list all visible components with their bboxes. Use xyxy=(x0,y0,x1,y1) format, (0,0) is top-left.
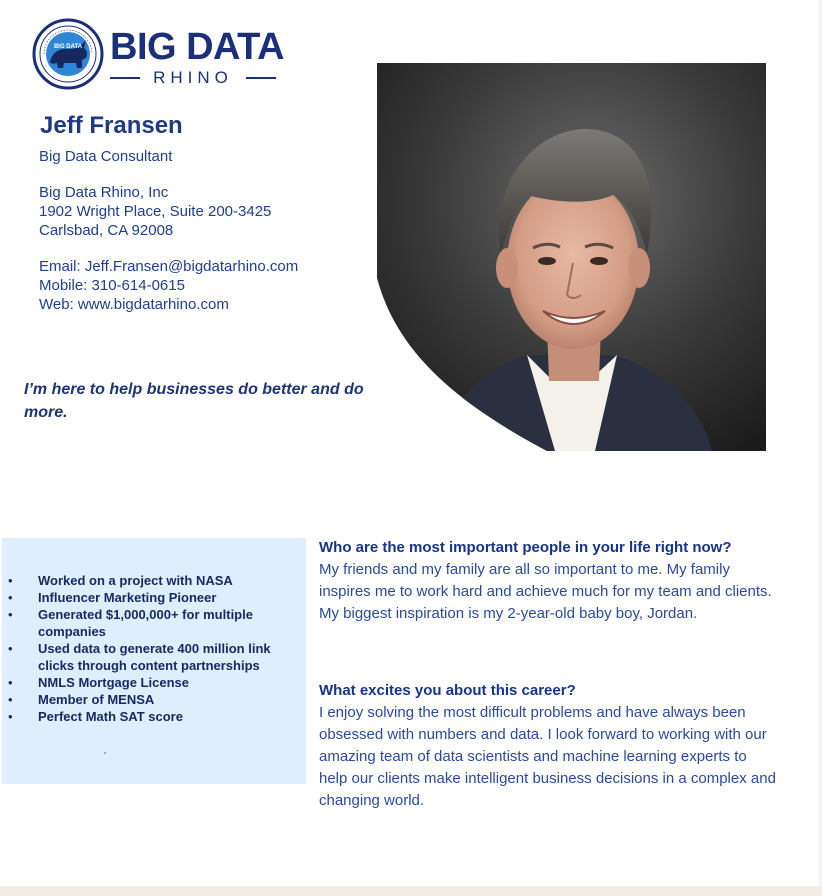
logo-rule-right xyxy=(246,77,276,79)
logo-wordmark: BIG DATA xyxy=(110,26,285,68)
page-edge xyxy=(818,0,822,896)
qa-question: What excites you about this career? xyxy=(319,682,576,699)
qa-block-1 xyxy=(319,537,779,625)
bullet-icon: • xyxy=(8,590,13,605)
list-item: • Worked on a project with NASA xyxy=(8,573,233,588)
list-item: • Perfect Math SAT score xyxy=(8,709,183,724)
bullet-icon: • xyxy=(8,692,13,707)
tagline: I’m here to help businesses do better and do more. xyxy=(24,381,364,421)
bullet-icon: • xyxy=(8,641,13,656)
accomplishments-list xyxy=(2,572,306,725)
bullet-icon: • xyxy=(8,573,13,588)
page-edge xyxy=(0,886,822,896)
list-item: • Generated $1,000,000+ for multiple companies xyxy=(8,607,253,639)
list-item: • Influencer Marketing Pioneer xyxy=(8,590,217,605)
person-title: Big Data Consultant xyxy=(39,148,173,165)
bullet-icon: • xyxy=(8,709,13,724)
address-line-1: 1902 Wright Place, Suite 200-3425 xyxy=(39,203,272,220)
web-line[interactable]: Web: www.bigdatarhino.com xyxy=(39,296,229,313)
company-logo xyxy=(32,18,285,98)
bullet-icon: • xyxy=(8,675,13,690)
qa-question: Who are the most important people in your life right now? xyxy=(319,539,732,556)
panel-speck xyxy=(104,752,106,754)
accomplishments-panel xyxy=(2,538,306,784)
mobile-line[interactable]: Mobile: 310-614-0615 xyxy=(39,277,185,294)
list-item: • NMLS Mortgage License xyxy=(8,675,189,690)
svg-text:BIG DATA: BIG DATA xyxy=(53,44,83,50)
portrait-photo xyxy=(377,63,766,451)
email-line[interactable]: Email: Jeff.Fransen@bigdatarhino.com xyxy=(39,258,299,275)
logo-rule-left xyxy=(110,77,140,79)
company-name: Big Data Rhino, Inc xyxy=(39,184,169,201)
qa-answer: I enjoy solving the most difficult problems and have always been obsessed with numbers and data. I look forward to working with our amazing team of data scientists and machine learning experts to help our clients make intelligent business decisions in a complex and changing world. xyxy=(319,704,776,809)
qa-block-2 xyxy=(319,680,779,812)
address-line-2: Carlsbad, CA 92008 xyxy=(39,222,174,239)
rhino-badge-icon xyxy=(32,18,104,90)
qa-answer: My friends and my family are all so important to me. My family inspires me to work hard and achieve much for my team and clients. My biggest inspiration is my 2-year-old baby boy, Jordan. xyxy=(319,561,772,622)
logo-subword-text: RHINO xyxy=(153,68,233,87)
logo-subword xyxy=(110,68,276,88)
list-item: • Used data to generate 400 million link clicks through content partnerships xyxy=(8,641,271,673)
list-item: • Member of MENSA xyxy=(8,692,155,707)
bullet-icon: • xyxy=(8,607,13,622)
person-name: Jeff Fransen xyxy=(40,112,183,139)
